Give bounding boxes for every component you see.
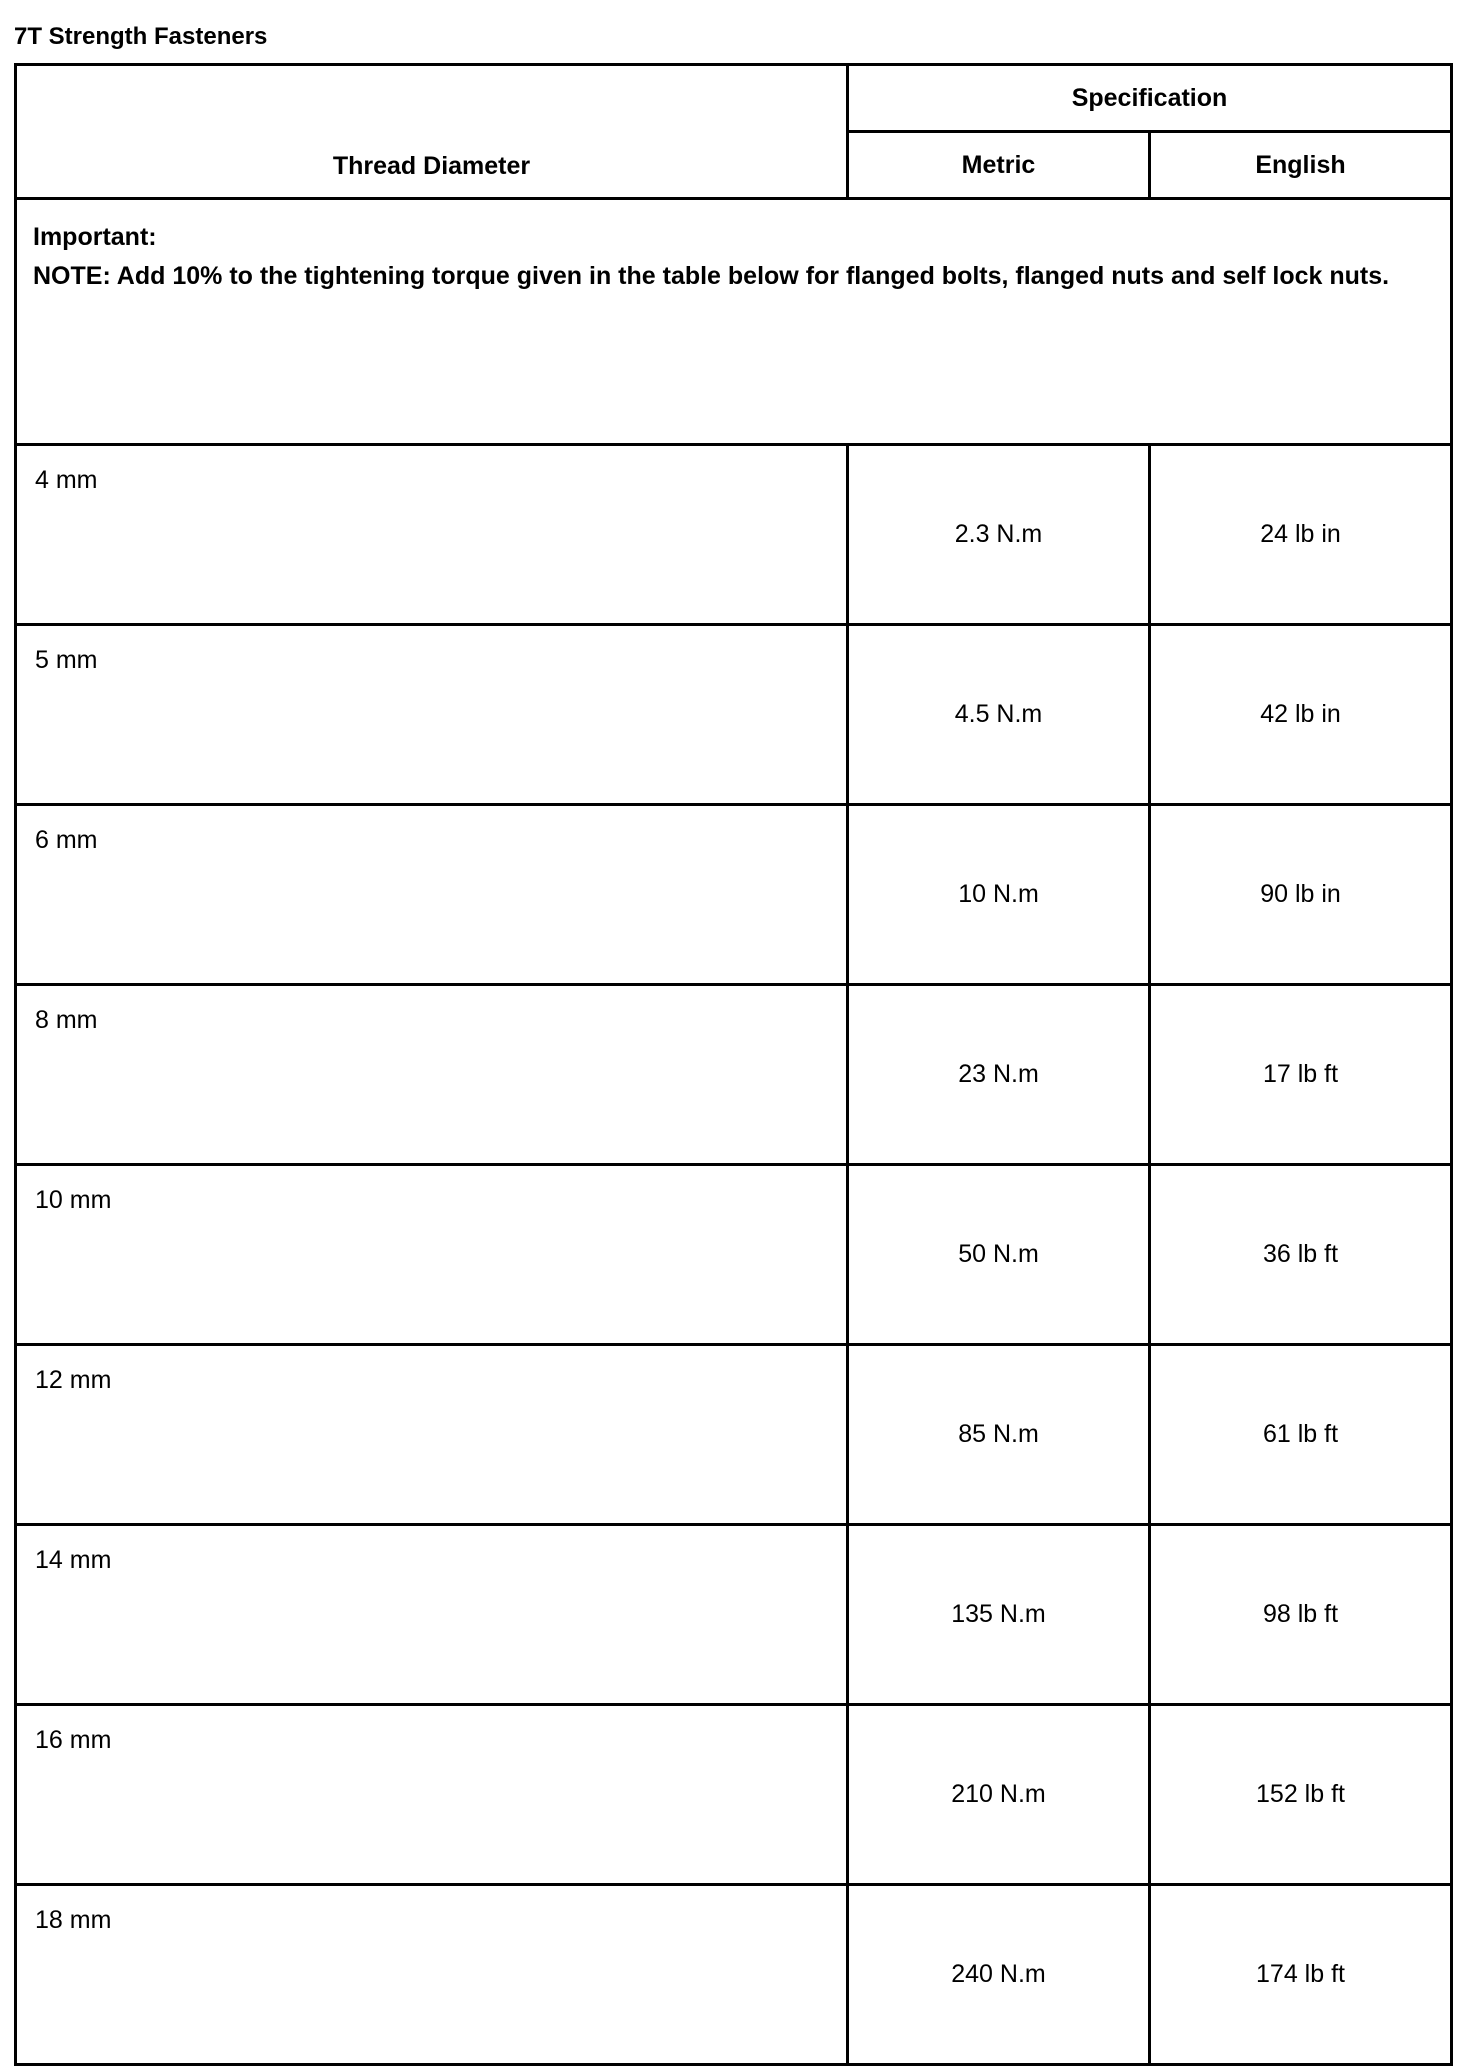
note-row: [16, 199, 1452, 445]
thread-diameter-cell: 16 mm: [16, 1705, 848, 1885]
table-row: [16, 985, 1452, 1165]
page-title: 7T Strength Fasteners: [14, 23, 268, 50]
note-heading: Important:: [33, 223, 157, 251]
metric-header: Metric: [848, 132, 1150, 199]
metric-value-cell: 10 N.m: [848, 805, 1150, 985]
metric-value-cell: 2.3 N.m: [848, 445, 1150, 625]
english-value-cell: 152 lb ft: [1150, 1705, 1452, 1885]
thread-diameter-cell: 6 mm: [16, 805, 848, 985]
table-row: [16, 805, 1452, 985]
english-header: English: [1150, 132, 1452, 199]
thread-diameter-cell: 12 mm: [16, 1345, 848, 1525]
english-value-cell: 90 lb in: [1150, 805, 1452, 985]
english-value-cell: 17 lb ft: [1150, 985, 1452, 1165]
table-row: [16, 625, 1452, 805]
specification-header: Specification: [848, 65, 1452, 132]
note-cell: [16, 199, 1452, 445]
thread-diameter-header: Thread Diameter: [16, 65, 848, 199]
thread-diameter-cell: 10 mm: [16, 1165, 848, 1345]
thread-diameter-cell: 18 mm: [16, 1885, 848, 2065]
table-row: [16, 1525, 1452, 1705]
table-row: [16, 1885, 1452, 2065]
english-value-cell: 98 lb ft: [1150, 1525, 1452, 1705]
metric-value-cell: 240 N.m: [848, 1885, 1150, 2065]
thread-diameter-cell: 5 mm: [16, 625, 848, 805]
english-value-cell: 24 lb in: [1150, 445, 1452, 625]
table-row: [16, 1705, 1452, 1885]
header-row-group: [16, 65, 1452, 132]
table-row: [16, 1345, 1452, 1525]
metric-value-cell: 50 N.m: [848, 1165, 1150, 1345]
metric-value-cell: 23 N.m: [848, 985, 1150, 1165]
metric-value-cell: 85 N.m: [848, 1345, 1150, 1525]
english-value-cell: 61 lb ft: [1150, 1345, 1452, 1525]
metric-value-cell: 4.5 N.m: [848, 625, 1150, 805]
thread-diameter-cell: 14 mm: [16, 1525, 848, 1705]
english-value-cell: 42 lb in: [1150, 625, 1452, 805]
thread-diameter-cell: 8 mm: [16, 985, 848, 1165]
table-row: [16, 1165, 1452, 1345]
table-row: [16, 445, 1452, 625]
english-value-cell: 174 lb ft: [1150, 1885, 1452, 2065]
torque-spec-table: [14, 63, 1453, 2066]
note-text: NOTE: Add 10% to the tightening torque given in the table below for flanged bolts, flanged nuts and self lock nuts.: [33, 262, 1390, 290]
metric-value-cell: 135 N.m: [848, 1525, 1150, 1705]
english-value-cell: 36 lb ft: [1150, 1165, 1452, 1345]
thread-diameter-cell: 4 mm: [16, 445, 848, 625]
metric-value-cell: 210 N.m: [848, 1705, 1150, 1885]
